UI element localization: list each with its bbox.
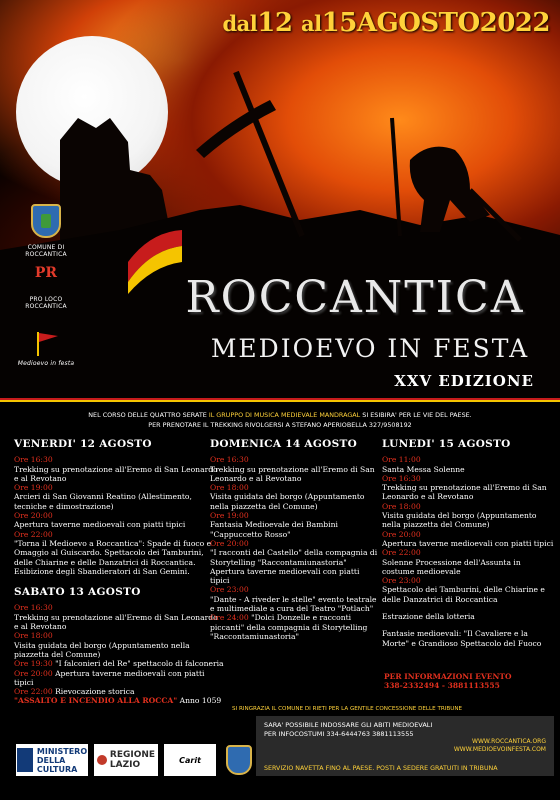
costume-line-1: SARA' POSSIBILE INDOSSARE GLI ABITI MEDIOEVALI — [264, 721, 433, 729]
day-title-sabato: SABATO 13 AGOSTO — [14, 586, 141, 599]
sponsor-carit: Carit — [164, 744, 216, 776]
day-title-domenica: DOMENICA 14 AGOSTO — [210, 438, 358, 450]
event-closing: "ASSALTO E INCENDIO ALLA ROCCA" Anno 1059 — [14, 696, 222, 706]
day-events-sabato — [14, 603, 224, 705]
website-link-roccantica[interactable]: WWW.ROCCANTICA.ORG — [472, 738, 546, 745]
thanks-note: SI RINGRAZIA IL COMUNE DI RIETI PER LA GENTILE CONCESSIONE DELLE TRIBUNE — [232, 706, 463, 712]
day-events-lunedi — [382, 455, 554, 648]
day-title-venerdi: VENERDI' 12 AGOSTO — [14, 438, 152, 450]
info-line-1: NEL CORSO DELLE QUATTRO SERATE IL GRUPPO DI MUSICA MEDIEVALE MANDRAGAL SI ESIBIRA' PER LE VIE DEL PAESE. — [88, 411, 472, 419]
flag-divider — [0, 398, 560, 402]
event-item: Ore 20:00 Apertura taverne medioevali con piatti tipici — [382, 529, 554, 548]
page-title: ROCCANTICA — [185, 272, 525, 323]
website-link-medioevoinfesta[interactable]: WWW.MEDIOEVOINFESTA.COM — [453, 746, 546, 753]
music-group-highlight: IL GRUPPO DI MUSICA MEDIEVALE MANDRAGAL — [208, 411, 361, 419]
info-line-2: PER PRENOTARE IL TREKKING RIVOLGERSI A STEFANO APERIOBELLA 327/9508192 — [148, 421, 412, 429]
event-item: Ore 22:00 Rievocazione storica — [14, 687, 135, 697]
event-item: Ore 19:00 Fantasia Medioevale dei Bambini "Cappuccetto Rosso" — [210, 511, 338, 539]
medioevo-logo — [14, 330, 78, 367]
day-events-venerdi — [14, 455, 224, 576]
ministero-mark-icon — [17, 748, 33, 772]
event-item: Ore 16:30 Trekking su prenotazione all'Eremo di San Leonardo e al Revotano — [382, 473, 547, 502]
event-contact-phones: 338-2332494 - 3881113555 — [384, 681, 500, 690]
event-item: Ore 11:00 Santa Messa Solenne — [382, 455, 465, 474]
sponsor-regione: REGIONE LAZIO — [94, 744, 158, 776]
page-subtitle: MEDIOEVO IN FESTA — [210, 334, 530, 363]
event-item: Ore 18:00 Visita guidata del borgo (Appuntamento nella piazzetta del Comune) — [382, 501, 537, 530]
date-month: AGOSTO — [356, 8, 480, 38]
program-column-1 — [14, 440, 224, 706]
event-contact-label: PER INFORMAZIONI EVENTO — [384, 672, 512, 681]
event-item: Ore 16:30 Trekking su prenotazione all'Eremo di San Leonardo e al Revotano — [14, 455, 218, 483]
sponsor-ministero: MINISTERO DELLA CULTURA — [16, 744, 88, 776]
event-item: Ore 16:30 Trekking su prenotazione all'Eremo di San Leonardo e al Revotano — [14, 603, 218, 632]
date-mid: al — [301, 11, 322, 36]
event-item: Ore 23:00 Spettacolo dei Tamburini, delle Chiarine e delle Danzatrici di Roccantica — [382, 576, 545, 604]
date-prefix: dal — [222, 11, 258, 36]
event-contact — [384, 672, 512, 690]
day-events-domenica — [210, 455, 380, 641]
medioevo-caption: Medioevo in festa — [17, 360, 75, 367]
event-item: Ore 20:00 Apertura taverne medioevali con piatti tipici — [14, 668, 205, 687]
event-item: Ore 16:30 Trekking su prenotazione all'Eremo di San Leonardo e al Revotano — [210, 455, 375, 483]
costume-phones: PER INFOCOSTUMI 334-6444763 3881113555 — [264, 730, 414, 738]
program-column-2 — [210, 440, 380, 641]
comune-crest-icon — [31, 204, 61, 238]
proloco-caption: PRO LOCO ROCCANTICA — [25, 296, 67, 310]
event-item: Ore 18:00 Visita guidata del borgo (Appuntamento nella piazzetta del Comune) — [14, 631, 190, 659]
event-item: Ore 20:00 Apertura taverne medioevali con piatti tipici — [14, 511, 186, 530]
event-item: Ore 19:00 Arcieri di San Giovanni Reatino (Allestimento, tecniche e dimostrazione) — [14, 483, 192, 511]
day-title-lunedi: LUNEDI' 15 AGOSTO — [382, 438, 511, 450]
proloco-mark-text: PR — [34, 265, 58, 281]
sponsor-logos — [16, 740, 256, 780]
event-item: Ore 19:30 "I falconieri del Re" spettacolo di falconeria — [14, 659, 224, 669]
medioevo-flag-icon — [32, 330, 60, 356]
costume-info-box — [256, 716, 554, 776]
shuttle-service-note: SERVIZIO NAVETTA FINO AL PAESE. POSTI A SEDERE GRATUITI IN TRIBUNA — [264, 765, 498, 772]
regione-emblem-icon — [97, 755, 107, 765]
event-item: Ore 20:00 "I racconti del Castello" della compagnia di Storytelling "Raccontamiunastoria" Apertura taverne medioevali con piatti tipici — [210, 538, 378, 586]
date-start: 12 — [257, 8, 293, 38]
date-year: 2022 — [479, 8, 550, 38]
date-end: 15 — [321, 8, 357, 38]
program-column-3 — [382, 440, 554, 648]
event-item: Ore 18:00 Visita guidata del borgo (Appuntamento nella piazzetta del Comune) — [210, 483, 365, 511]
comune-caption: COMUNE DI ROCCANTICA — [25, 244, 67, 258]
general-info — [6, 410, 554, 430]
event-dates — [223, 8, 551, 38]
proloco-logo — [14, 266, 78, 310]
event-item: Ore 24:00 "Dolci Donzelle e racconti piccanti" della compagnia di Storytelling "Raccontamiunastoria" — [210, 613, 368, 641]
event-lottery: Estrazione della lotteria — [382, 612, 475, 622]
event-fire-show: Fantasie medioevali: "Il Cavaliere e la Morte" e Grandioso Spettacolo del Fuoco — [382, 629, 542, 648]
edition-label: XXV EDIZIONE — [394, 372, 534, 390]
sponsor-crest — [222, 744, 256, 776]
event-item: Ore 22:00 Solenne Processione dell'Assunta in costume medioevale — [382, 548, 521, 576]
event-item: Ore 22:00 "Torna il Medioevo a Roccantica": Spade di fuoco e Omaggio al Guiscardo. Spettacolo dei Tamburini, delle Chiarine e delle Danzatrici di Roccantica. Esibizione degli Sbandieratori di San Gemini. — [14, 529, 212, 576]
proloco-mark — [14, 266, 78, 292]
rieti-crest-icon — [226, 745, 252, 775]
event-item: Ore 23:00 "Dante - A riveder le stelle" evento teatrale e multimediale a cura del Teatro "Potlach" — [210, 585, 377, 614]
comune-logo — [14, 204, 78, 258]
